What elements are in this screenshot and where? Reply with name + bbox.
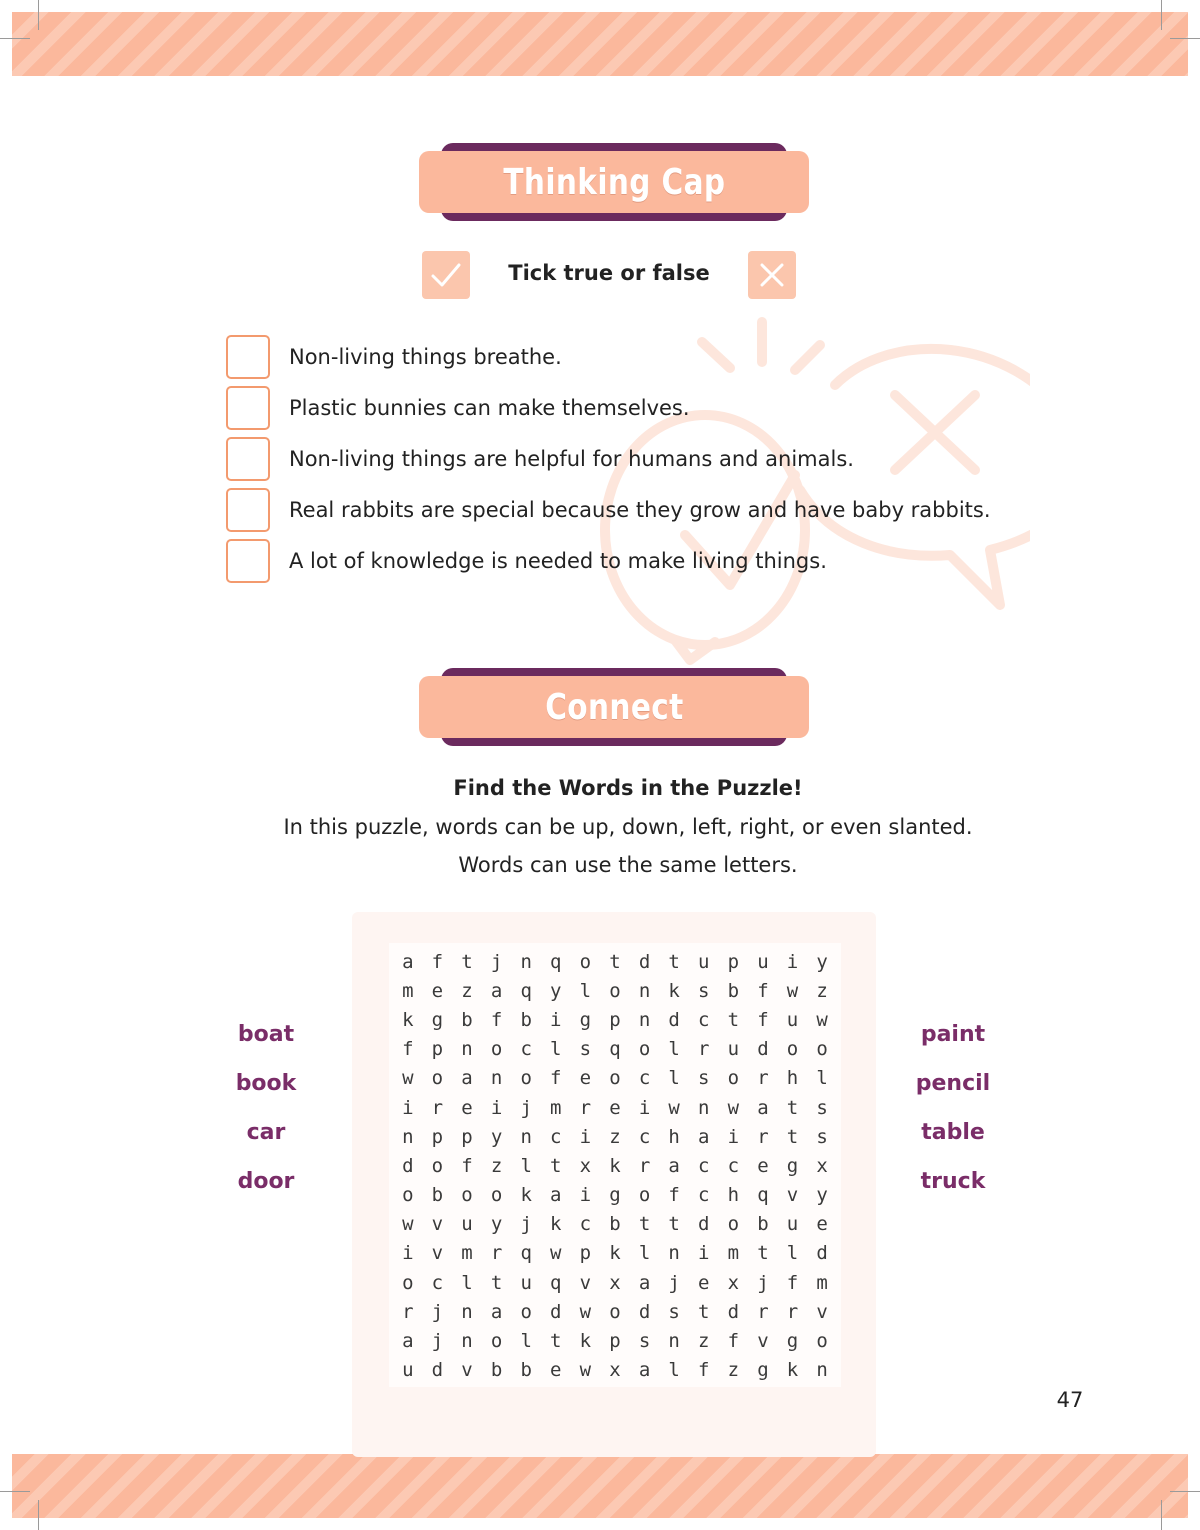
section-title: Connect <box>544 686 684 728</box>
answer-checkbox[interactable] <box>226 335 270 379</box>
grid-letter[interactable]: r <box>490 1242 503 1265</box>
grid-letter[interactable]: s <box>816 1125 828 1148</box>
grid-letter[interactable]: a <box>668 1154 680 1177</box>
grid-letter[interactable]: g <box>757 1359 769 1382</box>
grid-letter[interactable]: s <box>816 1096 828 1119</box>
grid-letter[interactable]: f <box>668 1184 680 1207</box>
grid-letter[interactable]: u <box>520 1271 532 1294</box>
grid-letter[interactable]: e <box>757 1154 769 1177</box>
page-number: 47 <box>1056 1388 1084 1412</box>
grid-letter[interactable]: o <box>638 1038 651 1061</box>
crop-mark <box>1170 1491 1200 1492</box>
true-false-legend <box>422 251 796 299</box>
crop-mark <box>38 0 39 30</box>
grid-letter[interactable]: l <box>816 1067 828 1090</box>
grid-letter[interactable]: e <box>579 1067 592 1090</box>
answer-checkbox[interactable] <box>226 437 270 481</box>
word-item: truck <box>920 1169 986 1194</box>
grid-letter[interactable]: i <box>638 1096 651 1119</box>
grid-letter[interactable]: i <box>786 950 799 973</box>
grid-letter[interactable]: o <box>490 1184 503 1207</box>
grid-letter[interactable]: o <box>520 1300 532 1323</box>
grid-letter[interactable]: t <box>609 950 621 973</box>
grid-letter[interactable]: t <box>698 1300 710 1323</box>
grid-letter[interactable]: p <box>609 1008 621 1031</box>
grid-letter[interactable]: x <box>609 1271 621 1294</box>
grid-letter[interactable]: t <box>668 950 680 973</box>
grid-letter[interactable]: y <box>816 1184 828 1207</box>
grid-letter[interactable]: y <box>490 1213 503 1236</box>
grid-letter[interactable]: j <box>668 1271 680 1294</box>
grid-letter[interactable]: k <box>402 1008 414 1031</box>
grid-letter[interactable]: v <box>757 1330 769 1353</box>
word-item: car <box>246 1120 286 1145</box>
grid-letter[interactable]: b <box>431 1184 444 1207</box>
grid-letter[interactable]: j <box>431 1300 444 1323</box>
grid-letter[interactable]: f <box>727 1330 740 1353</box>
grid-letter[interactable]: y <box>490 1125 503 1148</box>
grid-letter[interactable]: v <box>431 1242 444 1265</box>
grid-letter[interactable]: n <box>520 1125 532 1148</box>
grid-letter[interactable]: a <box>757 1096 769 1119</box>
grid-letter[interactable]: p <box>609 1330 621 1353</box>
grid-letter[interactable]: d <box>727 1300 740 1323</box>
answer-checkbox[interactable] <box>226 488 270 532</box>
grid-letter[interactable]: o <box>609 979 621 1002</box>
grid-letter[interactable]: d <box>757 1038 769 1061</box>
grid-letter[interactable]: n <box>461 1300 473 1323</box>
grid-letter[interactable]: i <box>698 1242 710 1265</box>
grid-letter[interactable]: d <box>816 1242 828 1265</box>
grid-letter[interactable]: l <box>668 1359 680 1382</box>
grid-letter[interactable]: s <box>668 1300 680 1323</box>
grid-letter[interactable]: i <box>550 1008 562 1031</box>
grid-letter[interactable]: t <box>550 1330 562 1353</box>
grid-letter[interactable]: m <box>402 979 414 1002</box>
word-item: boat <box>237 1022 295 1047</box>
grid-letter[interactable]: b <box>727 979 740 1002</box>
grid-letter[interactable]: l <box>786 1242 799 1265</box>
grid-letter[interactable]: a <box>490 979 503 1002</box>
grid-letter[interactable]: q <box>550 950 562 973</box>
grid-letter[interactable]: c <box>638 1125 651 1148</box>
grid-letter[interactable]: o <box>431 1154 444 1177</box>
grid-letter[interactable]: o <box>786 1038 799 1061</box>
grid-letter[interactable]: t <box>668 1213 680 1236</box>
grid-letter[interactable]: t <box>786 1096 799 1119</box>
grid-letter[interactable]: v <box>431 1213 444 1236</box>
word-item: paint <box>920 1022 986 1047</box>
grid-letter[interactable]: l <box>579 979 592 1002</box>
grid-letter[interactable]: c <box>698 1184 710 1207</box>
grid-letter[interactable]: h <box>668 1125 680 1148</box>
grid-letter[interactable]: y <box>816 950 828 973</box>
grid-letter[interactable]: p <box>579 1242 592 1265</box>
grid-letter[interactable]: g <box>609 1184 621 1207</box>
grid-letter[interactable]: a <box>461 1067 473 1090</box>
grid-letter[interactable]: k <box>609 1242 621 1265</box>
grid-letter[interactable]: g <box>579 1008 592 1031</box>
grid-letter[interactable]: b <box>461 1008 473 1031</box>
grid-letter[interactable]: q <box>550 1271 562 1294</box>
grid-letter[interactable]: z <box>490 1154 503 1177</box>
grid-letter[interactable]: o <box>638 1184 651 1207</box>
grid-letter[interactable]: e <box>816 1213 828 1236</box>
grid-letter[interactable]: o <box>402 1184 414 1207</box>
puzzle-heading: Find the Words in the Puzzle! <box>453 776 803 800</box>
grid-letter[interactable]: o <box>579 950 592 973</box>
grid-letter[interactable]: d <box>638 1300 651 1323</box>
crop-mark <box>1161 1500 1162 1530</box>
grid-letter[interactable]: z <box>461 979 473 1002</box>
grid-letter[interactable]: r <box>757 1300 769 1323</box>
top-stripe-band <box>12 12 1188 76</box>
grid-letter[interactable]: e <box>431 979 444 1002</box>
grid-letter[interactable]: l <box>668 1067 680 1090</box>
crop-mark <box>1170 38 1200 39</box>
grid-letter[interactable]: o <box>609 1067 621 1090</box>
grid-letter[interactable]: h <box>727 1184 740 1207</box>
grid-letter[interactable]: b <box>490 1359 503 1382</box>
grid-letter[interactable]: s <box>638 1330 651 1353</box>
grid-letter[interactable]: i <box>579 1184 592 1207</box>
grid-letter[interactable]: c <box>698 1154 710 1177</box>
grid-letter[interactable]: n <box>402 1125 414 1148</box>
answer-checkbox[interactable] <box>226 386 270 430</box>
grid-letter[interactable]: l <box>638 1242 651 1265</box>
grid-letter[interactable]: t <box>786 1125 799 1148</box>
grid-letter[interactable]: t <box>727 1008 740 1031</box>
grid-letter[interactable]: p <box>431 1125 444 1148</box>
grid-letter[interactable]: c <box>727 1154 740 1177</box>
word-item: table <box>921 1120 985 1145</box>
grid-letter[interactable]: v <box>579 1271 592 1294</box>
grid-letter[interactable]: u <box>786 1213 799 1236</box>
grid-letter[interactable]: f <box>431 950 444 973</box>
grid-letter[interactable]: p <box>431 1038 444 1061</box>
grid-letter[interactable]: m <box>727 1242 740 1265</box>
grid-letter[interactable]: j <box>757 1271 769 1294</box>
grid-letter[interactable]: l <box>520 1330 532 1353</box>
grid-letter[interactable]: u <box>461 1213 473 1236</box>
answer-checkbox[interactable] <box>226 539 270 583</box>
crop-mark <box>1161 0 1162 30</box>
grid-letter[interactable]: x <box>727 1271 740 1294</box>
grid-letter[interactable]: u <box>727 1038 740 1061</box>
grid-letter[interactable]: c <box>638 1067 651 1090</box>
grid-letter[interactable]: w <box>786 979 799 1002</box>
grid-letter[interactable]: t <box>490 1271 503 1294</box>
grid-letter[interactable]: f <box>402 1038 414 1061</box>
grid-letter[interactable]: v <box>786 1184 799 1207</box>
grid-letter[interactable]: m <box>461 1242 473 1265</box>
grid-letter[interactable]: w <box>668 1096 680 1119</box>
grid-letter[interactable]: b <box>520 1359 532 1382</box>
grid-letter[interactable]: r <box>638 1154 651 1177</box>
grid-letter[interactable]: n <box>461 1330 473 1353</box>
grid-letter[interactable]: q <box>757 1184 769 1207</box>
grid-letter[interactable]: o <box>520 1067 532 1090</box>
grid-letter[interactable]: e <box>609 1096 621 1119</box>
grid-letter[interactable]: o <box>816 1330 828 1353</box>
grid-letter[interactable]: l <box>520 1154 532 1177</box>
grid-letter[interactable]: k <box>579 1330 592 1353</box>
statement-text: Real rabbits are special because they grow and have baby rabbits. <box>289 498 991 522</box>
crop-mark <box>0 1491 30 1492</box>
grid-letter[interactable]: z <box>698 1330 710 1353</box>
grid-letter[interactable]: d <box>638 950 651 973</box>
grid-letter[interactable]: o <box>402 1271 414 1294</box>
grid-letter[interactable]: l <box>668 1038 680 1061</box>
grid-letter[interactable]: e <box>550 1359 562 1382</box>
grid-letter[interactable]: i <box>402 1242 414 1265</box>
tick-instruction: Tick true or false <box>508 261 710 285</box>
grid-letter[interactable]: z <box>727 1359 740 1382</box>
grid-letter[interactable]: x <box>609 1359 621 1382</box>
grid-letter[interactable]: n <box>668 1242 680 1265</box>
grid-letter[interactable]: r <box>786 1300 799 1323</box>
grid-letter[interactable]: i <box>402 1096 414 1119</box>
grid-letter[interactable]: w <box>402 1067 414 1090</box>
grid-letter[interactable]: v <box>461 1359 473 1382</box>
grid-letter[interactable]: z <box>816 979 828 1002</box>
grid-letter[interactable]: b <box>520 1008 532 1031</box>
grid-letter[interactable]: f <box>461 1154 473 1177</box>
grid-letter[interactable]: d <box>668 1008 680 1031</box>
grid-letter[interactable]: k <box>786 1359 799 1382</box>
grid-letter[interactable]: s <box>698 979 710 1002</box>
grid-letter[interactable]: b <box>609 1213 621 1236</box>
grid-letter[interactable]: a <box>698 1125 710 1148</box>
instruction-line: Words can use the same letters. <box>458 853 798 877</box>
grid-letter[interactable]: t <box>461 950 473 973</box>
grid-letter[interactable]: c <box>698 1008 710 1031</box>
grid-letter[interactable]: c <box>550 1125 562 1148</box>
grid-letter[interactable]: j <box>520 1096 532 1119</box>
word-list-right <box>893 1010 1013 1206</box>
grid-letter[interactable]: s <box>579 1038 592 1061</box>
word-item: book <box>235 1071 297 1096</box>
instruction-line: In this puzzle, words can be up, down, left, right, or even slanted. <box>283 815 973 839</box>
word-list-left <box>206 1010 326 1206</box>
grid-letter[interactable]: u <box>757 950 769 973</box>
grid-letter[interactable]: e <box>698 1271 710 1294</box>
grid-letter[interactable]: t <box>638 1213 651 1236</box>
grid-letter[interactable]: g <box>786 1330 799 1353</box>
grid-letter[interactable]: o <box>727 1067 740 1090</box>
false-indicator <box>748 251 796 299</box>
grid-letter[interactable]: y <box>550 979 562 1002</box>
banner-face <box>419 676 809 738</box>
grid-letter[interactable]: a <box>402 1330 414 1353</box>
grid-letter[interactable]: o <box>431 1067 444 1090</box>
grid-letter[interactable]: t <box>757 1242 769 1265</box>
grid-letter[interactable]: d <box>402 1154 414 1177</box>
crop-mark <box>0 38 30 39</box>
grid-letter[interactable]: w <box>550 1242 562 1265</box>
bottom-stripe-band <box>12 1454 1188 1518</box>
grid-letter[interactable]: n <box>638 979 651 1002</box>
grid-letter[interactable]: c <box>520 1038 532 1061</box>
grid-letter[interactable]: o <box>490 1038 503 1061</box>
grid-letter[interactable]: g <box>431 1008 444 1031</box>
statement-text: A lot of knowledge is needed to make living things. <box>289 549 827 573</box>
grid-letter[interactable]: d <box>431 1359 444 1382</box>
grid-letter[interactable]: h <box>786 1067 799 1090</box>
grid-letter[interactable]: r <box>402 1300 414 1323</box>
grid-letter[interactable]: p <box>461 1125 473 1148</box>
grid-letter[interactable]: z <box>609 1125 621 1148</box>
grid-letter[interactable]: v <box>816 1300 828 1323</box>
grid-letter[interactable]: a <box>638 1359 651 1382</box>
grid-letter[interactable]: r <box>431 1096 444 1119</box>
connect-banner <box>419 668 809 746</box>
grid-letter[interactable]: a <box>638 1271 651 1294</box>
grid-letter[interactable]: f <box>550 1067 562 1090</box>
grid-letter[interactable]: n <box>698 1096 710 1119</box>
grid-letter[interactable]: u <box>786 1008 799 1031</box>
banner-face <box>419 151 809 213</box>
puzzle-instructions <box>200 768 1056 884</box>
grid-letter[interactable]: f <box>757 979 769 1002</box>
grid-letter[interactable]: l <box>461 1271 473 1294</box>
grid-letter[interactable]: s <box>698 1067 710 1090</box>
grid-letter[interactable]: a <box>490 1300 503 1323</box>
grid-letter[interactable]: d <box>550 1300 562 1323</box>
grid-letter[interactable]: j <box>520 1213 532 1236</box>
true-indicator <box>422 251 470 299</box>
grid-letter[interactable]: p <box>727 950 740 973</box>
grid-letter[interactable]: n <box>490 1067 503 1090</box>
grid-letter[interactable]: f <box>490 1008 503 1031</box>
grid-letter[interactable]: r <box>757 1067 769 1090</box>
grid-letter[interactable]: k <box>668 979 680 1002</box>
grid-letter[interactable]: k <box>520 1184 532 1207</box>
grid-letter[interactable]: w <box>402 1213 414 1236</box>
grid-letter[interactable]: m <box>816 1271 828 1294</box>
grid-letter[interactable]: f <box>757 1008 769 1031</box>
grid-letter[interactable]: k <box>609 1154 621 1177</box>
grid-letter[interactable]: x <box>579 1154 592 1177</box>
grid-letter[interactable]: w <box>727 1096 740 1119</box>
grid-letter[interactable]: a <box>402 950 414 973</box>
grid-letter[interactable]: w <box>579 1300 592 1323</box>
grid-letter[interactable]: g <box>786 1154 799 1177</box>
statement-text: Non-living things breathe. <box>289 345 562 369</box>
grid-letter[interactable]: j <box>431 1330 444 1353</box>
grid-letter[interactable]: o <box>609 1300 621 1323</box>
grid-letter[interactable]: d <box>698 1213 710 1236</box>
grid-letter[interactable]: k <box>550 1213 562 1236</box>
grid-letter[interactable]: r <box>579 1096 592 1119</box>
grid-letter[interactable]: a <box>550 1184 562 1207</box>
grid-letter[interactable]: i <box>579 1125 592 1148</box>
grid-letter[interactable]: n <box>668 1330 680 1353</box>
grid-letter[interactable]: f <box>698 1359 710 1382</box>
grid-letter[interactable]: o <box>816 1038 828 1061</box>
grid-letter[interactable]: w <box>579 1359 592 1382</box>
statement-text: Non-living things are helpful for humans and animals. <box>289 447 854 471</box>
section-title: Thinking Cap <box>502 161 726 203</box>
grid-letter[interactable]: q <box>520 1242 532 1265</box>
grid-letter[interactable]: q <box>609 1038 621 1061</box>
grid-letter[interactable]: j <box>490 950 503 973</box>
word-item: door <box>237 1169 295 1194</box>
check-icon <box>429 258 463 292</box>
grid-letter[interactable]: x <box>816 1154 828 1177</box>
grid-letter[interactable]: o <box>461 1184 473 1207</box>
grid-letter[interactable]: e <box>461 1096 473 1119</box>
grid-letter[interactable]: q <box>520 979 532 1002</box>
grid-letter[interactable]: r <box>757 1125 769 1148</box>
grid-letter[interactable]: f <box>786 1271 799 1294</box>
grid-letter[interactable]: c <box>579 1213 592 1236</box>
grid-letter[interactable]: c <box>431 1271 444 1294</box>
grid-letter[interactable]: w <box>816 1008 828 1031</box>
statement-text: Plastic bunnies can make themselves. <box>289 396 690 420</box>
grid-letter[interactable]: n <box>461 1038 473 1061</box>
grid-letter[interactable]: n <box>520 950 532 973</box>
grid-letter[interactable]: u <box>402 1359 414 1382</box>
grid-letter[interactable]: t <box>550 1154 562 1177</box>
grid-letter[interactable]: n <box>816 1359 828 1382</box>
crop-mark <box>38 1500 39 1530</box>
grid-letter[interactable]: n <box>638 1008 651 1031</box>
thinking-cap-banner <box>419 143 809 221</box>
word-search-grid <box>393 947 838 1385</box>
cross-icon <box>757 260 787 290</box>
word-item: pencil <box>915 1071 991 1096</box>
grid-letter[interactable]: b <box>757 1213 769 1236</box>
grid-letter[interactable]: i <box>727 1125 740 1148</box>
grid-letter[interactable]: r <box>698 1038 710 1061</box>
grid-letter[interactable]: o <box>490 1330 503 1353</box>
grid-letter[interactable]: l <box>550 1038 562 1061</box>
grid-letter[interactable]: u <box>698 950 710 973</box>
grid-letter[interactable]: i <box>490 1096 503 1119</box>
grid-letter[interactable]: o <box>727 1213 740 1236</box>
grid-letter[interactable]: m <box>550 1096 562 1119</box>
